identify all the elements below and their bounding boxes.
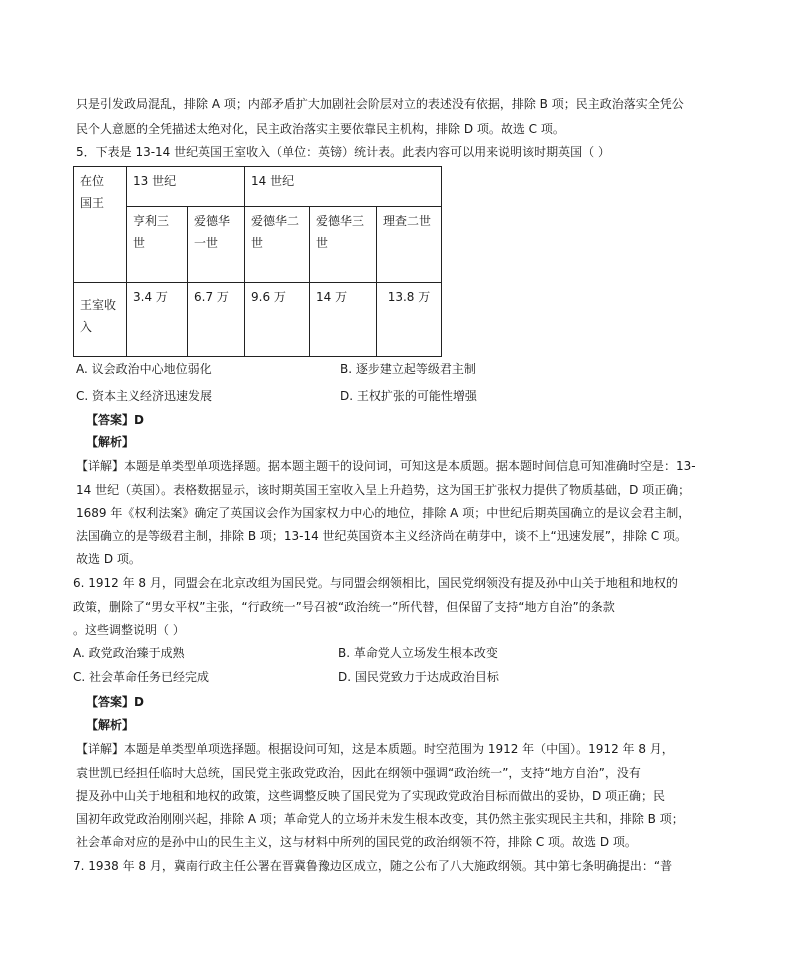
table-king-cell: 亨利三 世 bbox=[127, 207, 188, 283]
q5-detail-line: 法国确立的是等级君主制，排除 B 项；13-14 世纪英国资本主义经济尚在萌芽中，谈不上“迅速发展”，排除 C 项。 bbox=[76, 529, 687, 543]
table-row-label: 王室收 入 bbox=[74, 283, 127, 357]
q5-option-d: D. 王权扩张的可能性增强 bbox=[340, 389, 477, 403]
question-7-stem: 7. 1938 年 8 月，冀南行政主任公署在晋冀鲁豫边区成立，随之公布了八大施政纲领。其中第七条明确提出：“普 bbox=[73, 859, 673, 873]
paragraph-line: 只是引发政局混乱，排除 A 项；内部矛盾扩大加剧社会阶层对立的表述没有依据，排除 B 项；民主政治落实全凭公 bbox=[76, 97, 684, 111]
table-value-cell: 13.8 万 bbox=[377, 283, 442, 357]
q5-detail-line: 【详解】本题是单类型单项选择题。据本题主题干的设问词，可知这是本质题。据本题时间信息可知准确时空是：13- bbox=[76, 459, 696, 473]
q5-option-c: C. 资本主义经济迅速发展 bbox=[76, 389, 213, 403]
question-6-stem: 政策，删除了“男女平权”主张，“行政统一”号召被“政治统一”所代替，但保留了支持“地方自治”的条款 bbox=[73, 600, 615, 614]
q5-detail-line: 14 世纪（英国）。表格数据显示，该时期英国王室收入呈上升趋势，这为国王扩张权力提供了物质基础，D 项正确； bbox=[76, 483, 691, 497]
royal-income-table bbox=[73, 166, 442, 357]
table-header-13c: 13 世纪 bbox=[127, 167, 245, 207]
table-header-14c: 14 世纪 bbox=[245, 167, 442, 207]
q6-detail-line: 提及孙中山关于地租和地权的政策，这些调整反映了国民党为了实现政党政治目标而做出的妥协，D 项正确；民 bbox=[76, 789, 666, 803]
question-6-stem: 。这些调整说明（ ） bbox=[73, 623, 185, 637]
q6-detail-line: 【详解】本题是单类型单项选择题。根据设问可知，这是本质题。时空范围为 1912 年（中国）。1912 年 8 月， bbox=[76, 742, 674, 756]
q5-option-b: B. 逐步建立起等级君主制 bbox=[340, 362, 476, 376]
q6-option-a: A. 政党政治臻于成熟 bbox=[73, 646, 185, 660]
q6-option-d: D. 国民党致力于达成政治目标 bbox=[338, 670, 499, 684]
q6-analysis-heading: 【解析】 bbox=[86, 718, 135, 732]
table-value-cell: 14 万 bbox=[310, 283, 377, 357]
table-value-cell: 9.6 万 bbox=[245, 283, 310, 357]
q5-detail-line: 1689 年《权利法案》确定了英国议会作为国家权力中心的地位，排除 A 项；中世纪后期英国确立的是议会君主制， bbox=[76, 506, 691, 520]
q6-option-b: B. 革命党人立场发生根本改变 bbox=[338, 646, 498, 660]
q5-analysis-heading: 【解析】 bbox=[86, 435, 135, 449]
table-corner-cell: 在位 国王 bbox=[74, 167, 127, 283]
q6-detail-line: 袁世凯已经担任临时大总统，国民党主张政党政治，因此在纲领中强调“政治统一”，支持“地方自治”，没有 bbox=[76, 766, 641, 780]
table-value-cell: 3.4 万 bbox=[127, 283, 188, 357]
table-king-cell: 爱德华二 世 bbox=[245, 207, 310, 283]
q5-detail-line: 故选 D 项。 bbox=[76, 552, 141, 566]
table-value-cell: 6.7 万 bbox=[188, 283, 245, 357]
question-5-stem: 5．下表是 13-14 世纪英国王室收入（单位：英镑）统计表。此表内容可以用来说明该时期英国（ ） bbox=[76, 145, 610, 159]
table-king-cell: 爱德华三 世 bbox=[310, 207, 377, 283]
table-king-cell: 理查二世 bbox=[377, 207, 442, 283]
question-6-stem: 6. 1912 年 8 月，同盟会在北京改组为国民党。与同盟会纲领相比，国民党纲领没有提及孙中山关于地租和地权的 bbox=[73, 576, 678, 590]
q6-detail-line: 国初年政党政治刚刚兴起，排除 A 项；革命党人的立场并未发生根本改变，其仍然主张实现民主共和，排除 B 项； bbox=[76, 812, 684, 826]
table-king-cell: 爱德华 一世 bbox=[188, 207, 245, 283]
q6-detail-line: 社会革命对应的是孙中山的民生主义，这与材料中所列的国民党的政治纲领不符，排除 C 项。故选 D 项。 bbox=[76, 835, 637, 849]
q5-option-a: A. 议会政治中心地位弱化 bbox=[76, 362, 212, 376]
paragraph-line: 民个人意愿的全凭描述太绝对化，民主政治落实主要依靠民主机构，排除 D 项。故选 C 项。 bbox=[76, 122, 565, 136]
q5-answer: 【答案】D bbox=[86, 413, 144, 427]
q6-option-c: C. 社会革命任务已经完成 bbox=[73, 670, 210, 684]
q6-answer: 【答案】D bbox=[86, 695, 144, 709]
